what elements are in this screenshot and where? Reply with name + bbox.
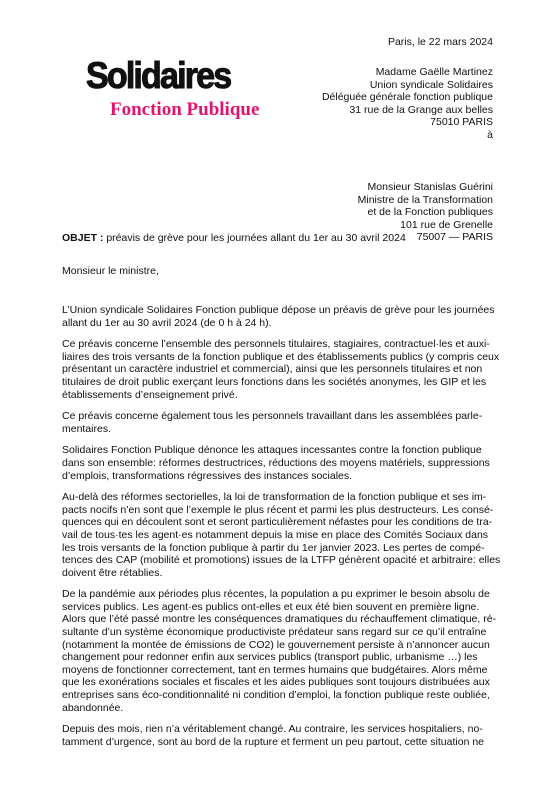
body-line: tences des CAP (mobilité et promotions) issues de la LTFP génèrent opacité et arbitraire: elles bbox=[62, 554, 501, 567]
body-line: liaires des trois versants de la fonction publique et des établissements publics (y compris ceux bbox=[62, 350, 500, 363]
sender-line: 31 rue de la Grange aux belles bbox=[349, 103, 493, 116]
paragraph bbox=[62, 723, 498, 748]
body-line: Ce préavis concerne également tous les personnels travaillant dans les assemblées parle- bbox=[62, 410, 483, 423]
paragraph bbox=[62, 410, 498, 435]
body-line: L’Union syndicale Solidaires Fonction publique dépose un préavis de grève pour les journées bbox=[62, 304, 495, 316]
body-line: (notamment la montée de émissions de CO2) le gouvernement persiste à n’annoncer aucun bbox=[62, 638, 490, 651]
body-line: services publics. Les agent·es publics ont-elles et eux été bien souvent en première ligne. bbox=[62, 600, 480, 613]
body-line: d’emplois, transformations régressives des instances sociales. bbox=[62, 469, 353, 482]
paragraph bbox=[62, 338, 498, 401]
body-line: que les exonérations sociales et fiscales et les aides publiques sont toujours distribuées aux bbox=[62, 676, 490, 689]
body-line: mentaires. bbox=[62, 422, 112, 435]
body-line: vail de tous·tes les agent·es notamment depuis la mise en place des Comités Sociaux dans bbox=[62, 528, 489, 541]
solidaires-logo bbox=[86, 56, 266, 121]
body-line: doivent être rétablies. bbox=[62, 566, 163, 579]
body-line: moyens de fonctionner correctement, tant en termes humains que budgétaires. Alors même bbox=[62, 663, 488, 676]
body-line: changement pour redonner enfin aux services publics (transport public, urbanisme …) les bbox=[62, 651, 478, 664]
sender-line: 75010 PARIS bbox=[430, 116, 493, 128]
recipient-line: et de la Fonction publiques bbox=[367, 206, 493, 218]
body-line: allant du 1er au 30 avril 2024 (de 0 h à 24 h). bbox=[62, 316, 272, 329]
body-line: tamment d’urgence, sont au bord de la rupture et ferment un peu partout, cette situation ne bbox=[62, 735, 485, 748]
sender-line: Union syndicale Solidaires bbox=[369, 78, 493, 91]
logo-wordmark: Solidaires bbox=[86, 55, 231, 96]
paragraph bbox=[62, 444, 498, 482]
subject-label: OBJET : bbox=[62, 232, 104, 244]
body-line: titulaires de droit public exerçant leurs fonctions dans les sociétés anonymes, les GIP et les bbox=[62, 375, 487, 388]
paragraph bbox=[62, 588, 498, 714]
recipient-line: 75007 — PARIS bbox=[416, 231, 493, 243]
sender-address bbox=[322, 66, 493, 141]
body-line: Alors que l’été passé montre les conséquences dramatiques du réchauffement climatique, ré- bbox=[62, 613, 497, 626]
body-line: quences qui en découlent sont et seront particulièrement néfastes pour les conditions de tra- bbox=[62, 516, 493, 529]
sender-line: à bbox=[487, 128, 493, 141]
body-line: les trois versants de la fonction publique à partir du 1er janvier 2023. Les pertes de compé- bbox=[62, 541, 485, 554]
salutation: Monsieur le ministre, bbox=[62, 265, 159, 277]
letter-body bbox=[62, 304, 501, 757]
sender-line: Déléguée générale fonction publique bbox=[321, 91, 493, 103]
recipient-line: 101 rue de Grenelle bbox=[400, 218, 493, 231]
logo-subtitle: Fonction Publique bbox=[110, 99, 260, 120]
paragraph bbox=[62, 304, 498, 329]
body-line: sultante d’un système économique productiviste prédateur sans regard sur ce qu’il entraîne bbox=[62, 626, 487, 639]
body-line: présentant un caractère industriel et commercial), ainsi que les personnels titulaires et non bbox=[62, 363, 483, 376]
sender-line: Madame Gaëlle Martinez bbox=[375, 66, 493, 78]
paragraph bbox=[62, 491, 501, 579]
letter-date: Paris, le 22 mars 2024 bbox=[387, 36, 493, 48]
body-line: Ce préavis concerne l’ensemble des personnels titulaires, stagiaires, contractuel·les et auxi- bbox=[62, 338, 490, 351]
body-line: établissements d’enseignement privé. bbox=[62, 388, 238, 401]
body-line: abandonnée. bbox=[62, 701, 124, 714]
body-line: Depuis des mois, rien n’a véritablement changé. Au contraire, les services hospitaliers, no- bbox=[62, 723, 483, 736]
body-line: Au-delà des réformes sectorielles, la loi de transformation de la fonction publique et ses im- bbox=[62, 491, 487, 504]
subject-line bbox=[62, 232, 406, 244]
body-line: pacts nocifs n’en sont que l’exemple le plus récent et parmi les plus destructeurs. Les consé- bbox=[62, 503, 494, 516]
subject-text: préavis de grève pour les journées allant du 1er au 30 avril 2024 bbox=[103, 232, 406, 244]
body-line: dans son ensemble: réformes destructrices, réductions des moyens matériels, suppressions bbox=[62, 456, 490, 469]
recipient-line: Ministre de la Transformation bbox=[357, 193, 493, 206]
body-line: entreprises sans éco-conditionnalité ni condition d’emploi, la fonction publique reste oubliée, bbox=[62, 689, 490, 702]
body-line: Solidaires Fonction Publique dénonce les attaques incessantes contre la fonction publique bbox=[62, 444, 482, 457]
recipient-line: Monsieur Stanislas Guérini bbox=[367, 181, 493, 193]
body-line: De la pandémie aux périodes plus récentes, la population a pu exprimer le besoin absolu de bbox=[62, 588, 490, 601]
